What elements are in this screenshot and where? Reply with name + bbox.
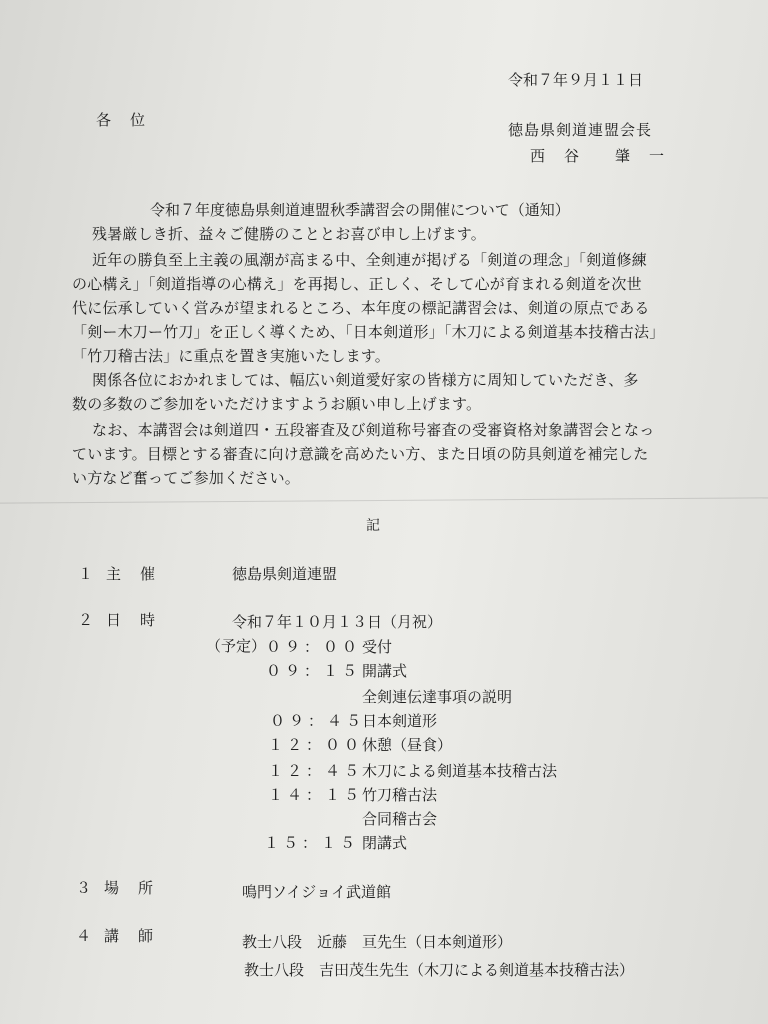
sender-name: 西 谷 肇 一 — [530, 147, 667, 165]
event-date: 令和７年１０月１３日（月祝） — [232, 613, 443, 631]
schedule-activity: 受付 — [362, 638, 393, 656]
paragraph-line: い方など奮ってご参加ください。 — [72, 469, 301, 487]
item-label-instructors: 講 師 — [104, 927, 156, 945]
paragraph-line: の心構え」「剣道指導の心構え」を再掲し、正しく、そして心が育まれる剣道を次世 — [72, 275, 642, 293]
schedule-activity: 合同稽古会 — [362, 810, 438, 828]
paragraph-line: 数の多数のご参加をいただけますようお願い申し上げます。 — [72, 395, 482, 413]
schedule-time: ０９：１５ — [266, 662, 362, 680]
ki-heading: 記 — [366, 518, 380, 534]
schedule-activity: 全剣連伝達事項の説明 — [362, 688, 513, 706]
document-date: 令和７年９月１１日 — [508, 71, 644, 89]
item-number: ４ — [76, 927, 92, 945]
item-label-organizer: 主 催 — [106, 565, 158, 583]
schedule-time: １２：４５ — [268, 762, 364, 780]
schedule-activity: 閉講式 — [362, 834, 408, 852]
schedule-activity: 日本剣道形 — [362, 712, 438, 730]
schedule-time: １２：００ — [268, 736, 364, 754]
organizer-value: 徳島県剣道連盟 — [232, 565, 338, 583]
schedule-activity: 開講式 — [362, 662, 408, 680]
schedule-activity: 竹刀稽古法 — [362, 786, 438, 804]
instructor-entry: 教士八段 吉田茂生先生（木刀による剣道基本技稽古法） — [244, 961, 635, 979]
document-title: 令和７年度徳島県剣道連盟秋季講習会の開催について（通知） — [150, 201, 570, 219]
paragraph-line: 代に伝承していく営みが望まれるところ、本年度の標記講習会は、剣道の原点である — [72, 299, 650, 317]
paragraph-line: 「竹刀稽古法」に重点を置き実施いたします。 — [72, 347, 391, 365]
paragraph-line: なお、本講習会は剣道四・五段審査及び剣道称号審査の受審資格対象講習会となっ — [92, 421, 655, 439]
schedule-time: １５：１５ — [264, 834, 360, 852]
paragraph-line: ています。目標とする審査に向け意識を高めたい方、また日頃の防具剣道を補完した — [72, 445, 649, 463]
schedule-time: ０９：００ — [266, 638, 362, 656]
item-number: １ — [78, 565, 94, 583]
schedule-activity: 木刀による剣道基本技稽古法 — [362, 762, 558, 780]
item-number: ２ — [78, 611, 94, 629]
addressee: 各 位 — [96, 111, 148, 129]
item-number: ３ — [76, 879, 92, 897]
paragraph-line: 残暑厳しき折、益々ご健勝のこととお喜び申し上げます。 — [92, 225, 487, 243]
item-label-venue: 場 所 — [104, 879, 156, 897]
paragraph-line: 近年の勝負至上主義の風潮が高まる中、全剣連が掲げる「剣道の理念」「剣道修練 — [92, 251, 647, 269]
paper-fold — [0, 497, 768, 503]
schedule-activity: 休憩（昼食） — [362, 736, 453, 754]
planned-label: （予定） — [206, 637, 267, 655]
schedule-time: １４：１５ — [268, 786, 364, 804]
item-label-datetime: 日 時 — [106, 611, 158, 629]
sender-title: 徳島県剣道連盟会長 — [508, 121, 653, 139]
schedule-time: ０９：４５ — [270, 712, 366, 730]
instructor-entry: 教士八段 近藤 亘先生（日本剣道形） — [242, 933, 513, 951]
paragraph-line: 関係各位におかれましては、幅広い剣道愛好家の皆様方に周知していただき、多 — [92, 371, 639, 389]
paragraph-line: 「剣ー木刀ー竹刀」を正しく導くため、「日本剣道形」「木刀による剣道基本技稽古法」 — [72, 323, 665, 341]
venue-value: 鳴門ソイジョイ武道館 — [242, 883, 391, 901]
